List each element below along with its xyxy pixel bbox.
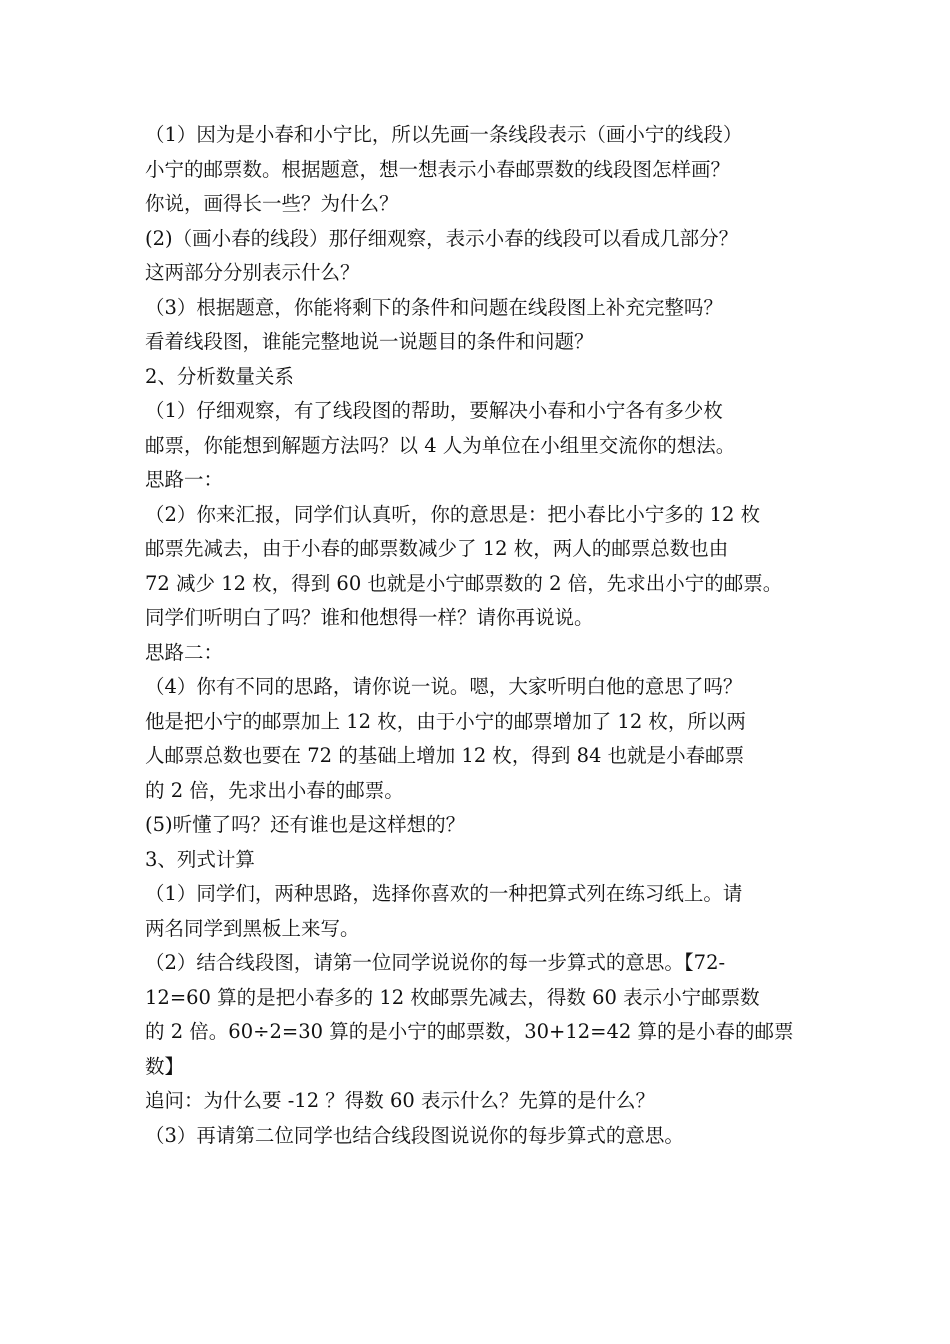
text-line-2: 小宁的邮票数。根据题意，想一想表示小春邮票数的线段图怎样画？ [145,157,731,181]
text-line-26: 12=60 算的是把小春多的 12 枚邮票先减去，得数 60 表示小宁邮票数 [145,985,760,1009]
text-line-12: （2）你来汇报，同学们认真听，你的意思是：把小春比小宁多的 12 枚 [145,502,761,526]
section-heading-2: 2、分析数量关系 [145,364,294,388]
text-line-30: （3）再请第二位同学也结合线段图说说你的每步算式的意思。 [145,1123,684,1147]
text-line-6: （3）根据题意，你能将剩下的条件和问题在线段图上补充完整吗？ [145,295,723,319]
text-line-14: 72 减少 12 枚，得到 60 也就是小宁邮票数的 2 倍，先求出小宁的邮票。 [145,571,783,595]
text-line-24: 两名同学到黑板上来写。 [145,916,360,940]
section-heading-3: 3、列式计算 [145,847,255,871]
text-line-9: （1）仔细观察，有了线段图的帮助，要解决小春和小宁各有多少枚 [145,399,723,422]
text-line-19: 人邮票总数也要在 72 的基础上增加 12 枚，得到 84 也就是小春邮票 [145,744,745,767]
text-line-20: 的 2 倍，先求出小春的邮票。 [145,778,404,802]
document-body [145,118,815,1153]
text-line-18: 他是把小宁的邮票加上 12 枚，由于小宁的邮票增加了 12 枚，所以两 [145,709,746,733]
text-line-25: （2）结合线段图，请第一位同学说说你的每一步算式的意思。【72- [145,951,726,974]
text-line-21: (5)听懂了吗？还有谁也是这样想的？ [145,813,466,836]
approach-heading-2: 思路二： [145,640,224,664]
approach-heading-1: 思路一： [145,468,224,491]
text-line-23: （1）同学们，两种思路，选择你喜欢的一种把算式列在练习纸上。请 [145,882,743,905]
text-line-17: （4）你有不同的思路，请你说一说。嗯，大家听明白他的意思了吗？ [145,675,743,698]
text-line-7: 看着线段图，谁能完整地说一说题目的条件和问题？ [145,330,594,353]
text-line-1: （1）因为是小春和小宁比，所以先画一条线段表示（画小宁的线段） [145,123,743,146]
text-line-13: 邮票先减去，由于小春的邮票数减少了 12 枚，两人的邮票总数也由 [145,537,729,560]
text-line-3: 你说，画得长一些？为什么？ [145,192,399,215]
text-line-5: 这两部分分别表示什么？ [145,261,360,284]
text-line-27: 的 2 倍。60÷2=30 算的是小宁的邮票数，30+12=42 算的是小春的邮票 [145,1020,794,1043]
text-line-4: (2)（画小春的线段）那仔细观察，表示小春的线段可以看成几部分？ [145,226,739,250]
text-line-29: 追问：为什么要 -12 ？得数 60 表示什么？先算的是什么？ [145,1089,656,1112]
text-line-28: 数】 [145,1054,185,1078]
text-line-10: 邮票，你能想到解题方法吗？以 4 人为单位在小组里交流你的想法。 [145,433,736,457]
text-line-15: 同学们听明白了吗？谁和他想得一样？请你再说说。 [145,606,594,629]
